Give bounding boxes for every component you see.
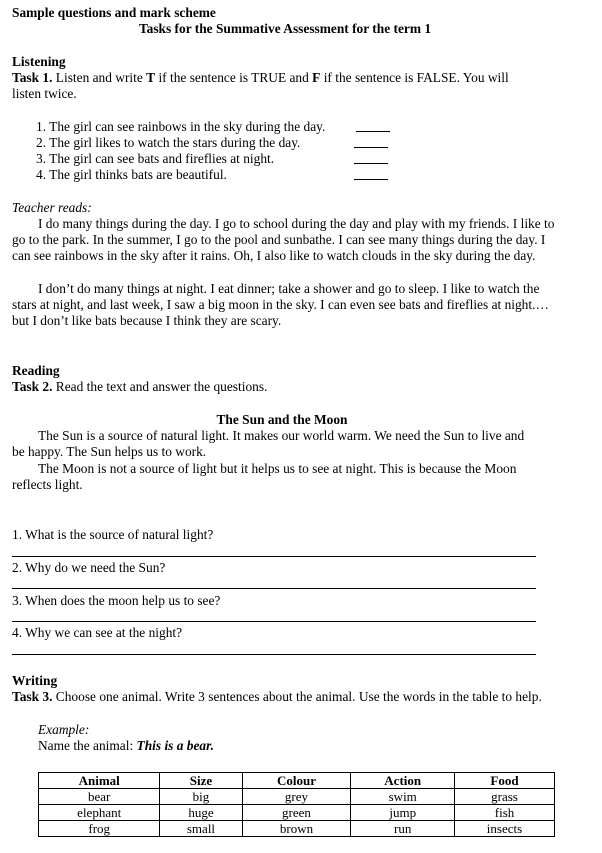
task1-item: 3. The girl can see bats and fireflies at night. xyxy=(36,151,275,166)
task1-label: Task 1. xyxy=(12,70,53,85)
column-header: Colour xyxy=(242,773,351,789)
table-cell: run xyxy=(351,821,455,837)
answer-blank[interactable] xyxy=(354,167,388,184)
example-label: Example: xyxy=(38,722,90,737)
table-cell: insects xyxy=(455,821,555,837)
example-line xyxy=(38,738,214,754)
answer-line-4[interactable] xyxy=(12,654,536,655)
table-cell: huge xyxy=(160,805,242,821)
answer-line-2[interactable] xyxy=(12,588,536,589)
table-cell: grass xyxy=(455,789,555,805)
task2-instruction xyxy=(12,379,267,395)
task1-text-a: Listen and write xyxy=(52,70,147,85)
task1-item: 1. The girl can see rainbows in the sky during the day. xyxy=(36,119,326,134)
table-row xyxy=(39,821,555,837)
answer-blank[interactable] xyxy=(354,151,388,168)
table-row xyxy=(39,789,555,805)
task1-item: 2. The girl likes to watch the stars during the day. xyxy=(36,135,301,150)
teacher-reads-label: Teacher reads: xyxy=(12,200,92,215)
answer-blank[interactable] xyxy=(354,135,388,152)
question-2: 2. Why do we need the Sun? xyxy=(12,560,166,575)
column-header: Action xyxy=(351,773,455,789)
table-cell: frog xyxy=(39,821,160,837)
task3-label: Task 3. xyxy=(12,689,53,704)
false-letter: F xyxy=(312,70,321,85)
task2-text: Read the text and answer the questions. xyxy=(52,379,268,394)
task1-instruction xyxy=(12,70,509,86)
table-cell: elephant xyxy=(39,805,160,821)
column-header: Animal xyxy=(39,773,160,789)
answer-line-3[interactable] xyxy=(12,621,536,622)
text-title: The Sun and the Moon xyxy=(216,412,348,427)
table-cell: grey xyxy=(242,789,351,805)
task1-item: 4. The girl thinks bats are beautiful. xyxy=(36,167,227,182)
table-cell: jump xyxy=(351,805,455,821)
table-row xyxy=(39,805,555,821)
table-cell: bear xyxy=(39,789,160,805)
document-subtitle: Tasks for the Summative Assessment for the term 1 xyxy=(138,21,432,36)
table-cell: brown xyxy=(242,821,351,837)
task3-text: Choose one animal. Write 3 sentences about the animal. Use the words in the table to help. xyxy=(52,689,542,704)
reading-heading: Reading xyxy=(12,363,60,378)
writing-heading: Writing xyxy=(12,673,58,688)
teacher-paragraph-1: I do many things during the day. I go to school during the day and play with my friends. I like to go to the park. In the summer, I go to the pool and sunbathe. I can see many things during the day. I can see rainbows in the sky after it rains. Oh, I also like to watch clouds in the sky during the day. xyxy=(12,216,555,263)
answer-blank[interactable] xyxy=(356,119,390,136)
example-value: This is a bear. xyxy=(136,738,214,753)
table-header-row xyxy=(39,773,555,789)
column-header: Size xyxy=(160,773,242,789)
table-cell: swim xyxy=(351,789,455,805)
table-cell: green xyxy=(242,805,351,821)
question-3: 3. When does the moon help us to see? xyxy=(12,593,221,608)
question-1: 1. What is the source of natural light? xyxy=(12,527,214,542)
task2-label: Task 2. xyxy=(12,379,53,394)
reading-paragraph-2: The Moon is not a source of light but it helps us to see at night. This is because the Moon reflects light. xyxy=(12,461,517,492)
teacher-paragraph-2: I don’t do many things at night. I eat dinner; take a shower and go to sleep. I like to watch the stars at night, and last week, I saw a big moon in the sky. I can even see bats and fireflies at night.…but I don’t like bats because I think they are scary. xyxy=(12,281,549,328)
answer-line-1[interactable] xyxy=(12,556,536,557)
document-title: Sample questions and mark scheme xyxy=(12,5,216,20)
task1-text-c: if the sentence is FALSE. You will xyxy=(320,70,509,85)
example-prefix: Name the animal: xyxy=(38,738,137,753)
task3-instruction xyxy=(12,689,552,705)
column-header: Food xyxy=(455,773,555,789)
table-cell: big xyxy=(160,789,242,805)
task1-text-d: listen twice. xyxy=(12,86,77,101)
true-letter: T xyxy=(146,70,156,85)
task1-text-b: if the sentence is TRUE and xyxy=(155,70,313,85)
table-cell: fish xyxy=(455,805,555,821)
reading-paragraph-1: The Sun is a source of natural light. It makes our world warm. We need the Sun to live and be happy. The Sun helps us to work. xyxy=(12,428,525,459)
table-cell: small xyxy=(160,821,242,837)
question-4: 4. Why we can see at the night? xyxy=(12,625,183,640)
listening-heading: Listening xyxy=(12,54,66,69)
vocabulary-table xyxy=(38,772,555,837)
